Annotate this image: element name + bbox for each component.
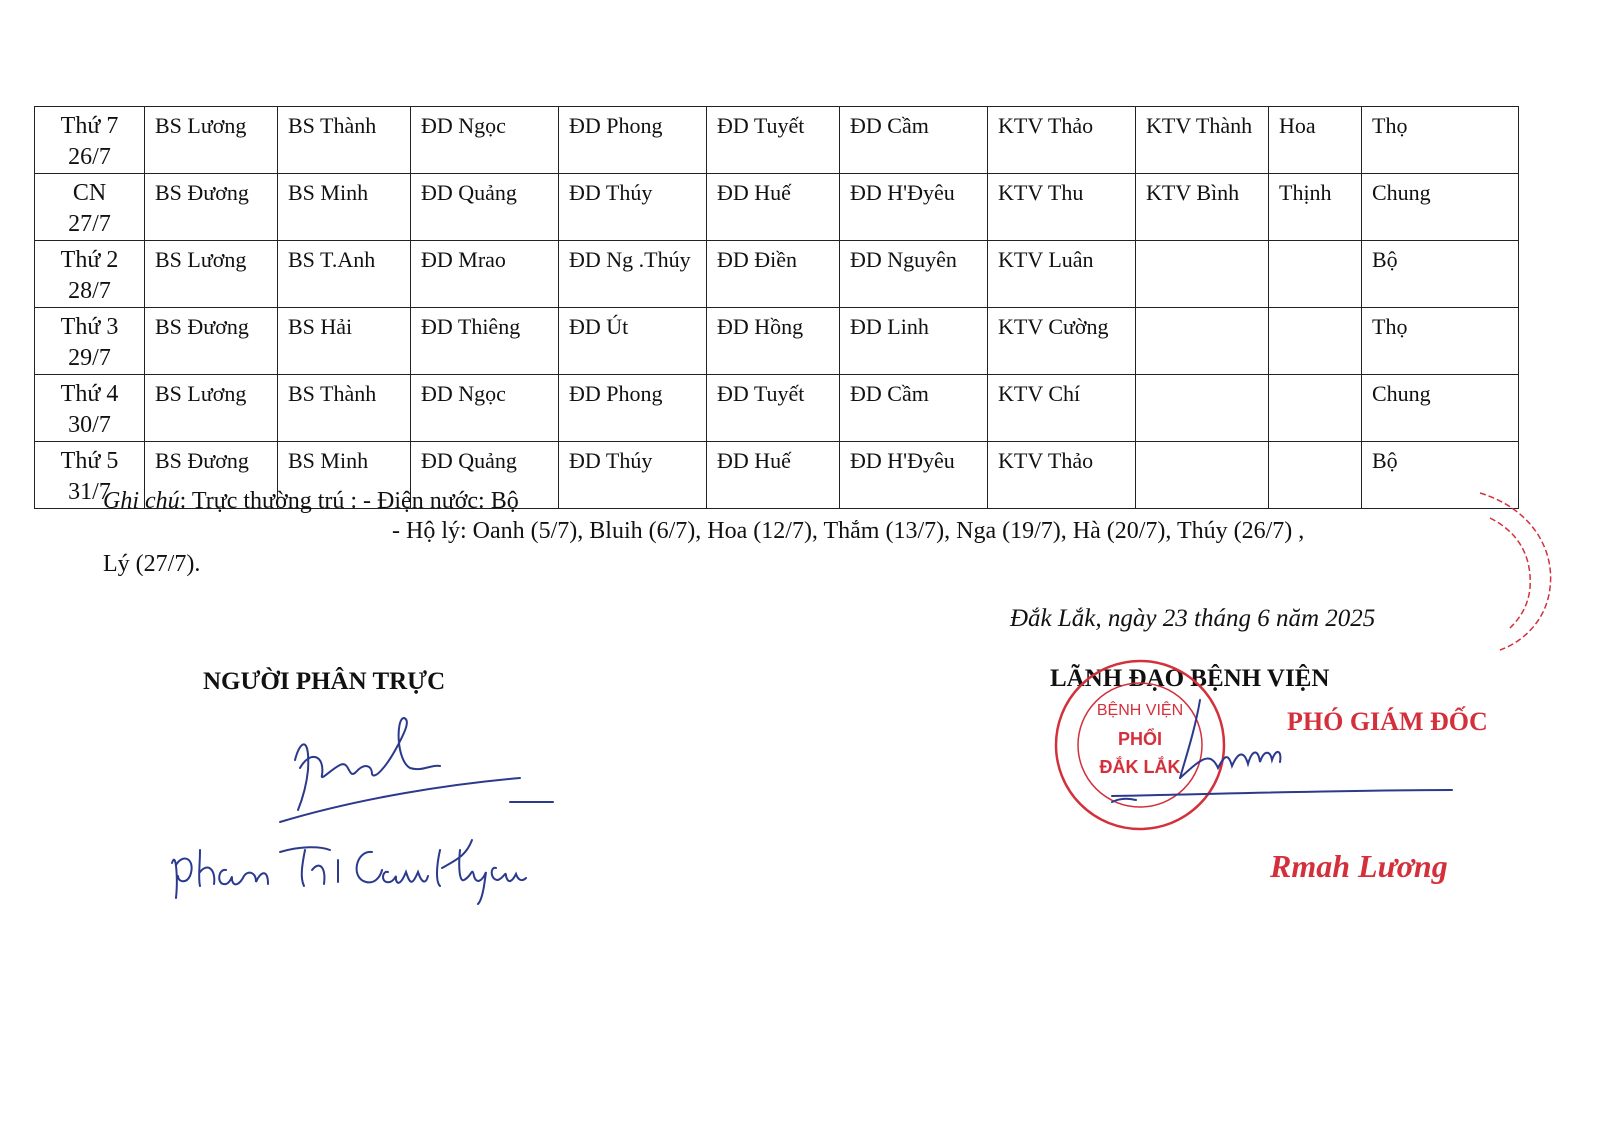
staff-cell <box>1136 308 1269 375</box>
staff-cell: ĐD Linh <box>840 308 988 375</box>
staff-cell: KTV Cường <box>988 308 1136 375</box>
staff-cell: ĐD Cầm <box>840 375 988 442</box>
staff-cell: KTV Thu <box>988 174 1136 241</box>
staff-cell: BS Hải <box>278 308 411 375</box>
staff-cell: ĐD Ngọc <box>411 107 559 174</box>
staff-cell: ĐD Huế <box>707 442 840 509</box>
staff-cell: BS Thành <box>278 375 411 442</box>
date-line: Đắk Lắk, ngày 23 tháng 6 năm 2025 <box>1010 605 1376 632</box>
staff-cell: Chung <box>1362 174 1519 241</box>
duty-schedule-table <box>34 106 1519 509</box>
stamp-line-3: ĐẮK LẮK <box>1099 757 1181 777</box>
schedule-row <box>35 107 1519 174</box>
staff-cell: ĐD Tuyết <box>707 107 840 174</box>
day-cell <box>35 375 145 442</box>
staff-cell: KTV Thảo <box>988 107 1136 174</box>
day-cell <box>35 241 145 308</box>
schedule-row <box>35 308 1519 375</box>
stamped-name: Rmah Lương <box>1270 848 1448 884</box>
handwritten-signature-left <box>160 700 580 910</box>
position-title: PHÓ GIÁM ĐỐC <box>1287 707 1488 736</box>
staff-cell <box>1136 442 1269 509</box>
date-label: 29/7 <box>68 345 111 371</box>
staff-cell: ĐD Cầm <box>840 107 988 174</box>
note-label: Ghi chú <box>103 488 180 514</box>
scheduler-title: NGƯỜI PHÂN TRỰC <box>203 668 446 695</box>
staff-cell <box>1269 241 1362 308</box>
staff-cell <box>1136 241 1269 308</box>
staff-cell: BS Minh <box>278 174 411 241</box>
staff-cell: ĐD Thúy <box>559 174 707 241</box>
date-label: 27/7 <box>68 211 111 237</box>
staff-cell: ĐD Thiêng <box>411 308 559 375</box>
staff-cell: Thọ <box>1362 107 1519 174</box>
date-label: 31/7 <box>68 479 111 505</box>
hospital-leadership-title: LÃNH ĐẠO BỆNH VIỆN <box>1050 665 1330 692</box>
staff-cell: Thọ <box>1362 308 1519 375</box>
partial-seal-edge <box>1470 488 1560 658</box>
schedule-body <box>35 107 1519 509</box>
note-line-1 <box>103 488 519 515</box>
staff-cell: BS T.Anh <box>278 241 411 308</box>
date-label: 26/7 <box>68 144 111 170</box>
staff-cell: KTV Luân <box>988 241 1136 308</box>
staff-cell: BS Lương <box>145 107 278 174</box>
weekday-label: Thứ 2 <box>60 247 119 273</box>
stamp-line-1: BỆNH VIỆN <box>1096 702 1184 719</box>
weekday-label: Thứ 4 <box>60 381 119 407</box>
staff-cell <box>1269 375 1362 442</box>
staff-cell: ĐD Út <box>559 308 707 375</box>
staff-cell: ĐD Phong <box>559 375 707 442</box>
staff-cell: BS Đương <box>145 442 278 509</box>
staff-cell: ĐD Ngọc <box>411 375 559 442</box>
staff-cell: ĐD Phong <box>559 107 707 174</box>
weekday-label: Thứ 3 <box>60 314 119 340</box>
staff-cell: Thịnh <box>1269 174 1362 241</box>
staff-cell: ĐD H'Đyêu <box>840 174 988 241</box>
staff-cell: KTV Chí <box>988 375 1136 442</box>
staff-cell: Chung <box>1362 375 1519 442</box>
staff-cell: ĐD Thúy <box>559 442 707 509</box>
staff-cell <box>1269 442 1362 509</box>
weekday-label: Thứ 7 <box>60 113 119 139</box>
staff-cell: BS Thành <box>278 107 411 174</box>
note-line-2: - Hộ lý: Oanh (5/7), Bluih (6/7), Hoa (12/7), Thắm (13/7), Nga (19/7), Hà (20/7), Thúy (26/7) , <box>392 518 1305 544</box>
staff-cell: BS Đương <box>145 308 278 375</box>
staff-cell: BS Minh <box>278 442 411 509</box>
day-cell <box>35 107 145 174</box>
staff-cell <box>1269 308 1362 375</box>
staff-cell: ĐD H'Đyêu <box>840 442 988 509</box>
weekday-label: CN <box>72 180 107 206</box>
staff-cell: ĐD Nguyên <box>840 241 988 308</box>
staff-cell: KTV Thành <box>1136 107 1269 174</box>
day-cell <box>35 308 145 375</box>
date-label: 28/7 <box>68 278 111 304</box>
staff-cell: ĐD Hồng <box>707 308 840 375</box>
schedule-row <box>35 375 1519 442</box>
schedule-row <box>35 174 1519 241</box>
day-cell <box>35 174 145 241</box>
note-text-1: : Trực thường trú : - Điện nước: Bộ <box>179 488 519 514</box>
staff-cell: ĐD Quảng <box>411 442 559 509</box>
stamp-line-2: PHỔI <box>1117 729 1163 749</box>
staff-cell: BS Lương <box>145 241 278 308</box>
date-label: 30/7 <box>68 412 111 438</box>
staff-cell <box>1136 375 1269 442</box>
staff-cell: Bộ <box>1362 442 1519 509</box>
staff-cell: BS Đương <box>145 174 278 241</box>
staff-cell: ĐD Mrao <box>411 241 559 308</box>
staff-cell: Hoa <box>1269 107 1362 174</box>
staff-cell: BS Lương <box>145 375 278 442</box>
staff-cell: KTV Thảo <box>988 442 1136 509</box>
staff-cell: ĐD Tuyết <box>707 375 840 442</box>
schedule-row <box>35 241 1519 308</box>
staff-cell: KTV Bình <box>1136 174 1269 241</box>
note-line-3: Lý (27/7). <box>103 551 201 577</box>
weekday-label: Thứ 5 <box>60 448 119 474</box>
staff-cell: ĐD Quảng <box>411 174 559 241</box>
staff-cell: Bộ <box>1362 241 1519 308</box>
staff-cell: ĐD Ng .Thúy <box>559 241 707 308</box>
staff-cell: ĐD Huế <box>707 174 840 241</box>
staff-cell: ĐD Điền <box>707 241 840 308</box>
